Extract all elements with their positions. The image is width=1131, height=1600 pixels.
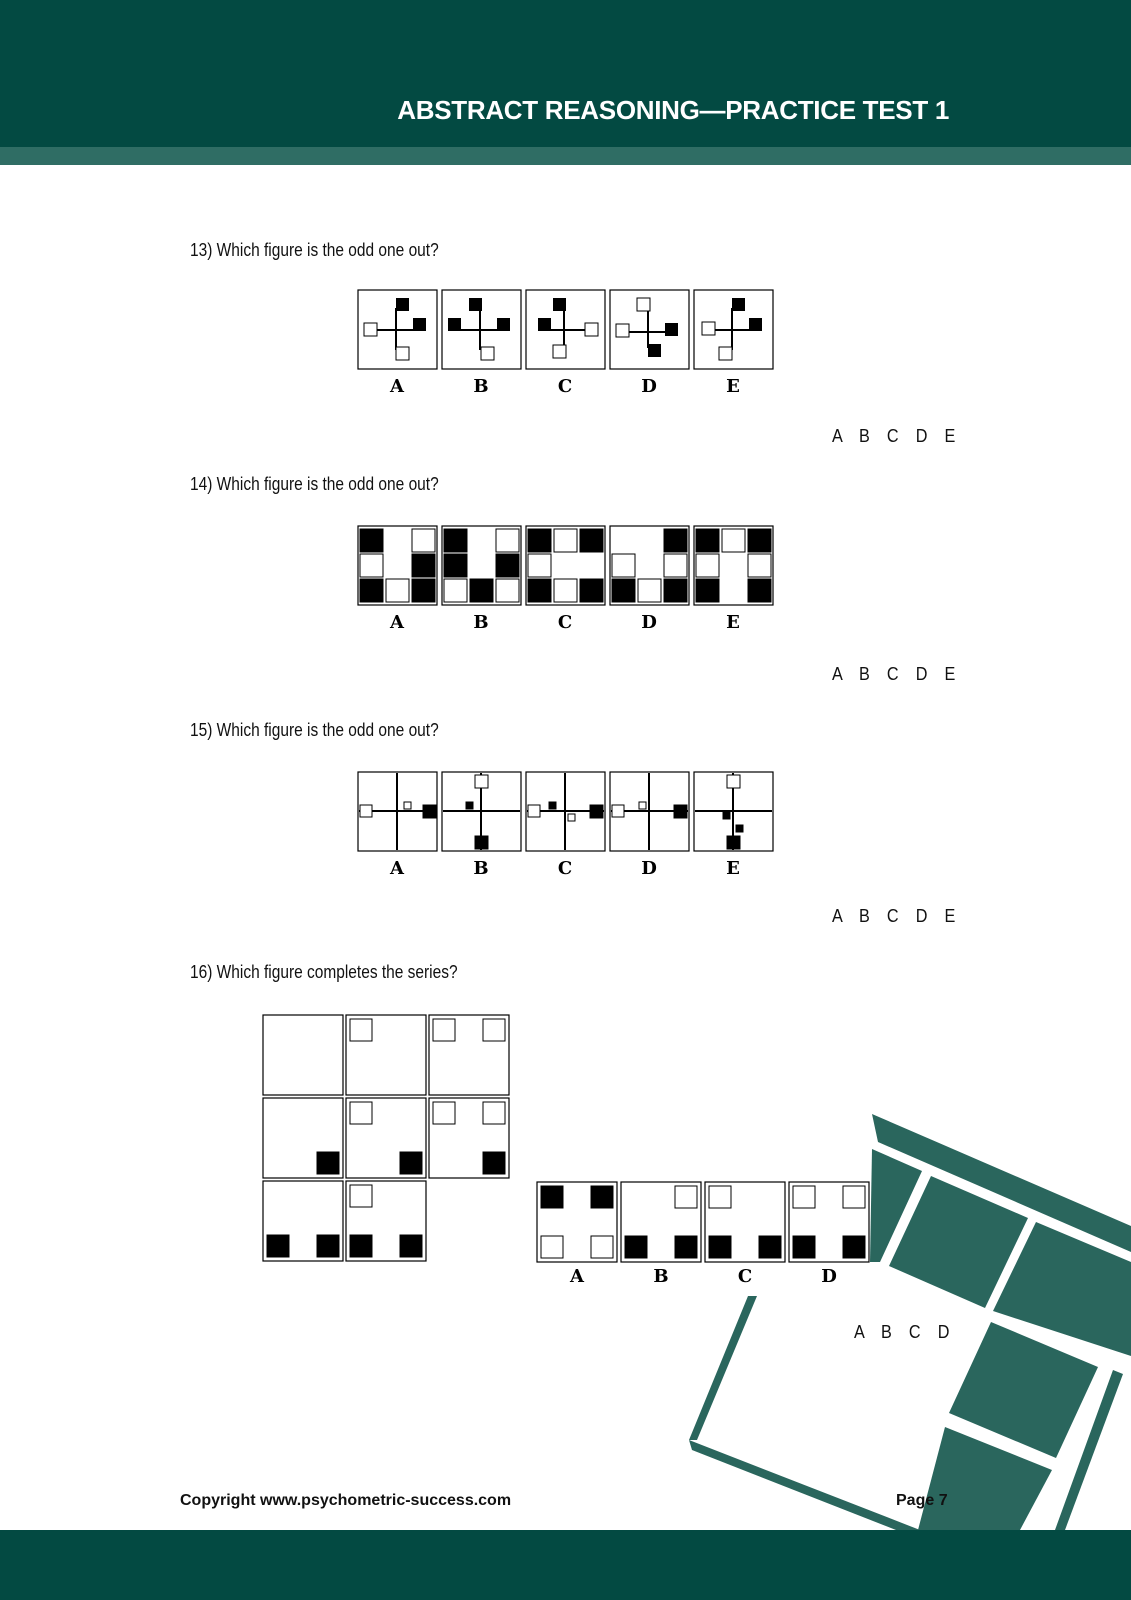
- q13-label-d: D: [641, 376, 657, 397]
- question-15-answer-options[interactable]: A B C D E: [832, 906, 962, 926]
- q16-label-a: A: [570, 1266, 584, 1287]
- q13-figure-b: [448, 298, 510, 360]
- question-14-answer-options[interactable]: A B C D E: [832, 664, 962, 684]
- q13-label-e: E: [726, 376, 740, 397]
- question-15-figures: [357, 770, 775, 880]
- q14-label-a: A: [390, 612, 404, 633]
- q13-label-c: C: [557, 376, 573, 397]
- q16-label-b: B: [653, 1266, 669, 1287]
- q14-label-c: C: [557, 612, 573, 633]
- q15-label-a: A: [390, 858, 404, 879]
- q13-label-a: A: [390, 376, 404, 397]
- q14-label-d: D: [641, 612, 657, 633]
- page-footer: [0, 1530, 1131, 1600]
- question-16-series-grid: [262, 1014, 512, 1264]
- q14-label-e: E: [726, 612, 740, 633]
- question-16-text: 16) Which figure completes the series?: [190, 962, 458, 982]
- question-14-text: 14) Which figure is the odd one out?: [190, 474, 439, 494]
- question-13-figures: [357, 288, 775, 398]
- question-16-options: [536, 1180, 872, 1290]
- question-13-text: 13) Which figure is the odd one out?: [190, 240, 439, 260]
- page-number: Page 7: [896, 1492, 948, 1509]
- question-16-answer-options[interactable]: A B C D: [854, 1322, 956, 1342]
- q13-figure-d: [616, 298, 678, 357]
- q15-label-d: D: [641, 858, 657, 879]
- copyright-text: Copyright www.psychometric-success.com: [180, 1492, 512, 1509]
- q13-label-b: B: [473, 376, 489, 397]
- q14-label-b: B: [473, 612, 489, 633]
- question-14-figures: [357, 524, 775, 634]
- q13-figure-c: [538, 298, 598, 358]
- question-15-text: 15) Which figure is the odd one out?: [190, 720, 439, 740]
- q15-label-b: B: [473, 858, 489, 879]
- q13-figure-e: [702, 298, 762, 360]
- question-13-answer-options[interactable]: A B C D E: [832, 426, 962, 446]
- q15-label-e: E: [726, 858, 740, 879]
- page-title: ABSTRACT REASONING—PRACTICE TEST 1: [397, 95, 949, 125]
- q15-label-c: C: [557, 858, 573, 879]
- q16-label-d: D: [821, 1266, 837, 1287]
- q13-figure-a: [364, 298, 426, 360]
- q16-label-c: C: [737, 1266, 753, 1287]
